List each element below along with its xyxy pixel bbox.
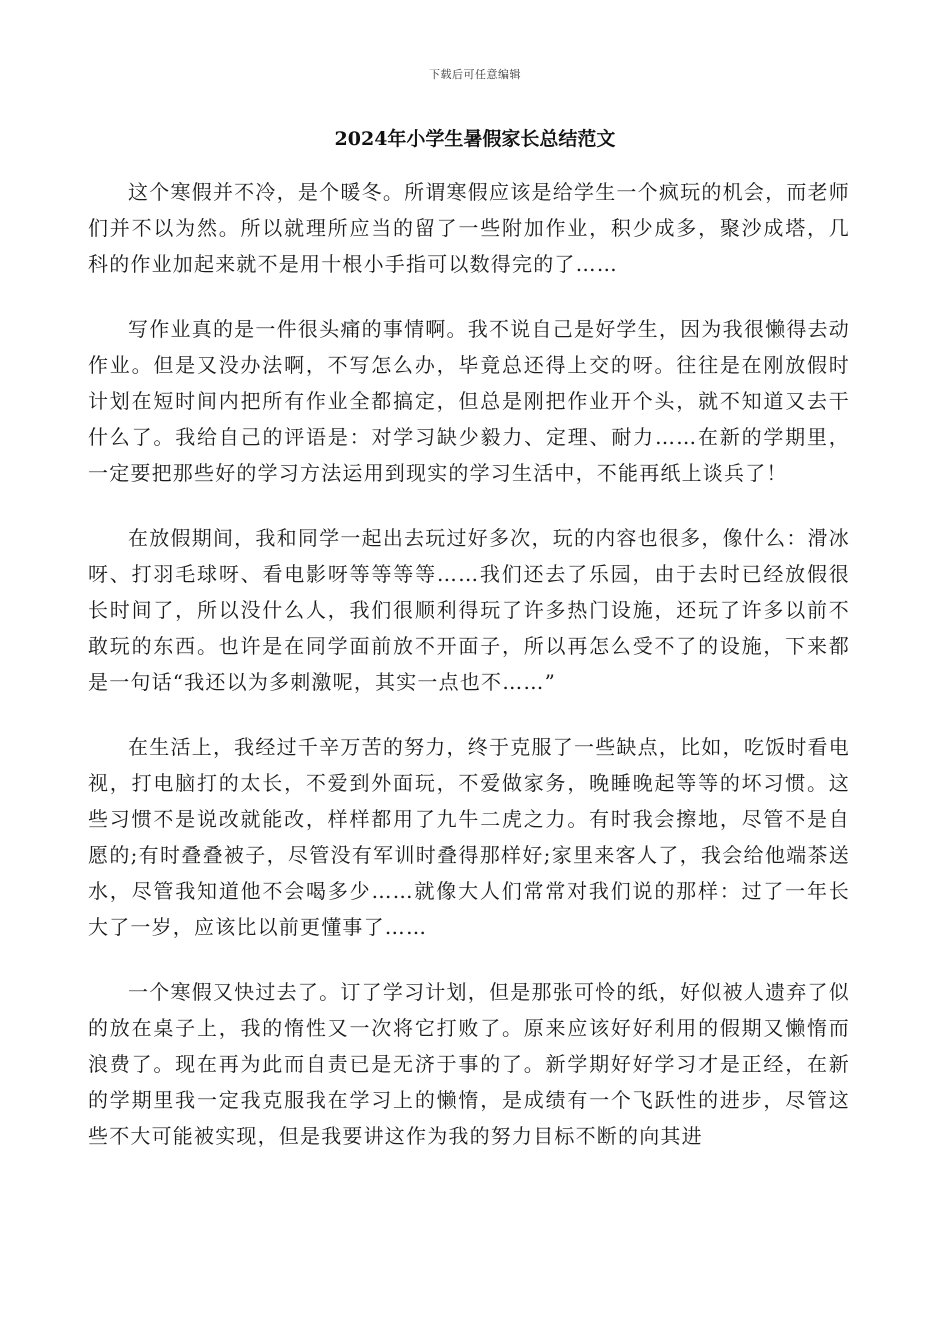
- document-body: [88, 174, 850, 1183]
- paragraph: 这个寒假并不冷，是个暖冬。所谓寒假应该是给学生一个疯玩的机会，而老师们并不以为然。所以就理所应当的留了一些附加作业，积少成多，聚沙成塔，几科的作业加起来就不是用十根小手指可以数得完的了……: [88, 180, 850, 276]
- paragraph: 写作业真的是一件很头痛的事情啊。我不说自己是好学生，因为我很懒得去动作业。但是又没办法啊，不写怎么办，毕竟总还得上交的呀。往往是在刚放假时计划在短时间内把所有作业全都搞定，但总是刚把作业开个头，就不知道又去干什么了。我给自己的评语是：对学习缺少毅力、定理、耐力……在新的学期里，一定要把那些好的学习方法运用到现实的学习生活中，不能再纸上谈兵了！: [88, 317, 850, 485]
- paragraph: 在生活上，我经过千辛万苦的努力，终于克服了一些缺点，比如，吃饭时看电视，打电脑打的太长，不爱到外面玩，不爱做家务，晚睡晚起等等的坏习惯。这些习惯不是说改就能改，样样都用了九牛二虎之力。有时我会擦地，尽管不是自愿的;有时叠叠被子，尽管没有军训时叠得那样好;家里来客人了，我会给他端茶送水，尽管我知道他不会喝多少……就像大人们常常对我们说的那样：过了一年长大了一岁，应该比以前更懂事了……: [88, 735, 850, 939]
- document-title: 2024年小学生暑假家长总结范文: [334, 128, 616, 150]
- header-note: 下载后可任意编辑: [429, 68, 521, 81]
- paragraph: 在放假期间，我和同学一起出去玩过好多次，玩的内容也很多，像什么：滑冰呀、打羽毛球呀、看电影呀等等等等……我们还去了乐园，由于去时已经放假很长时间了，所以没什么人，我们很顺利得玩了许多热门设施，还玩了许多以前不敢玩的东西。也许是在同学面前放不开面子，所以再怎么受不了的设施，下来都是一句话“我还以为多刺激呢，其实一点也不……”: [88, 526, 850, 694]
- paragraph: 一个寒假又快过去了。订了学习计划，但是那张可怜的纸，好似被人遗弃了似的放在桌子上，我的惰性又一次将它打败了。原来应该好好利用的假期又懒惰而浪费了。现在再为此而自责已是无济于事的了。新学期好好学习才是正经，在新的学期里我一定我克服我在学习上的懒惰，是成绩有一个飞跃性的进步，尽管这些不大可能被实现，但是我要讲这作为我的努力目标不断的向其进: [88, 980, 850, 1148]
